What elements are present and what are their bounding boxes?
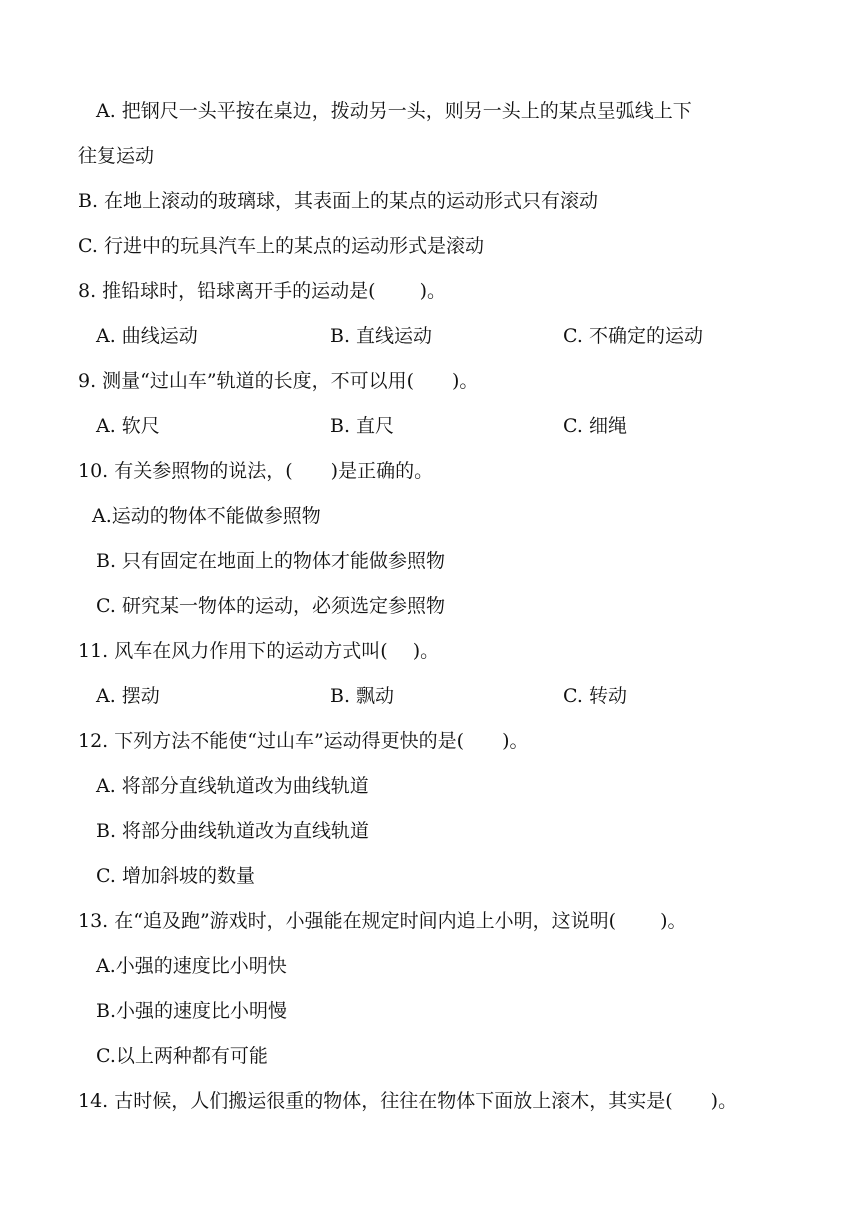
q8-option-b: B. 直线运动 [330,325,433,347]
q8-options [0,323,860,349]
q13-option-c: C.以上两种都有可能 [96,1045,268,1067]
q12-option-a: A. 将部分直线轨道改为曲线轨道 [96,775,369,797]
q9-option-a: A. 软尺 [96,415,160,437]
q8-option-a: A. 曲线运动 [96,325,198,347]
q7-option-a-line1: A. 把钢尺一头平按在桌边，拨动另一头，则另一头上的某点呈弧线上下 [96,100,692,122]
q10-option-c: C. 研究某一物体的运动，必须选定参照物 [96,595,445,617]
q10-option-a: A.运动的物体不能做参照物 [92,505,321,527]
question-12: 12. 下列方法不能使“过山车”运动得更快的是( )。 [78,730,529,752]
q11-option-b: B. 飘动 [330,685,395,707]
q10-option-b: B. 只有固定在地面上的物体才能做参照物 [96,550,446,572]
question-13: 13. 在“追及跑”游戏时，小强能在规定时间内追上小明，这说明( )。 [78,910,687,932]
q9-option-b: B. 直尺 [330,415,395,437]
q11-option-a: A. 摆动 [96,685,160,707]
q8-option-c: C. 不确定的运动 [563,325,703,347]
q7-option-a-line2: 往复运动 [78,145,155,167]
question-8: 8. 推铅球时，铅球离开手的运动是( )。 [78,280,447,302]
q7-option-c: C. 行进中的玩具汽车上的某点的运动形式是滚动 [78,235,484,257]
q12-option-c: C. 增加斜坡的数量 [96,865,255,887]
question-14: 14. 古时候，人们搬运很重的物体，往往在物体下面放上滚木，其实是( )。 [78,1090,738,1112]
q11-options [0,683,860,709]
q7-option-b: B. 在地上滚动的玻璃球，其表面上的某点的运动形式只有滚动 [78,190,599,212]
q13-option-b: B.小强的速度比小明慢 [96,1000,288,1022]
q13-option-a: A.小强的速度比小明快 [96,955,287,977]
question-10: 10. 有关参照物的说法，( )是正确的。 [78,460,434,482]
q12-option-b: B. 将部分曲线轨道改为直线轨道 [96,820,370,842]
question-11: 11. 风车在风力作用下的运动方式叫( )。 [78,640,440,662]
q11-option-c: C. 转动 [563,685,627,707]
q9-option-c: C. 细绳 [563,415,627,437]
question-9: 9. 测量“过山车”轨道的长度，不可以用( )。 [78,370,479,392]
q9-options [0,413,860,439]
